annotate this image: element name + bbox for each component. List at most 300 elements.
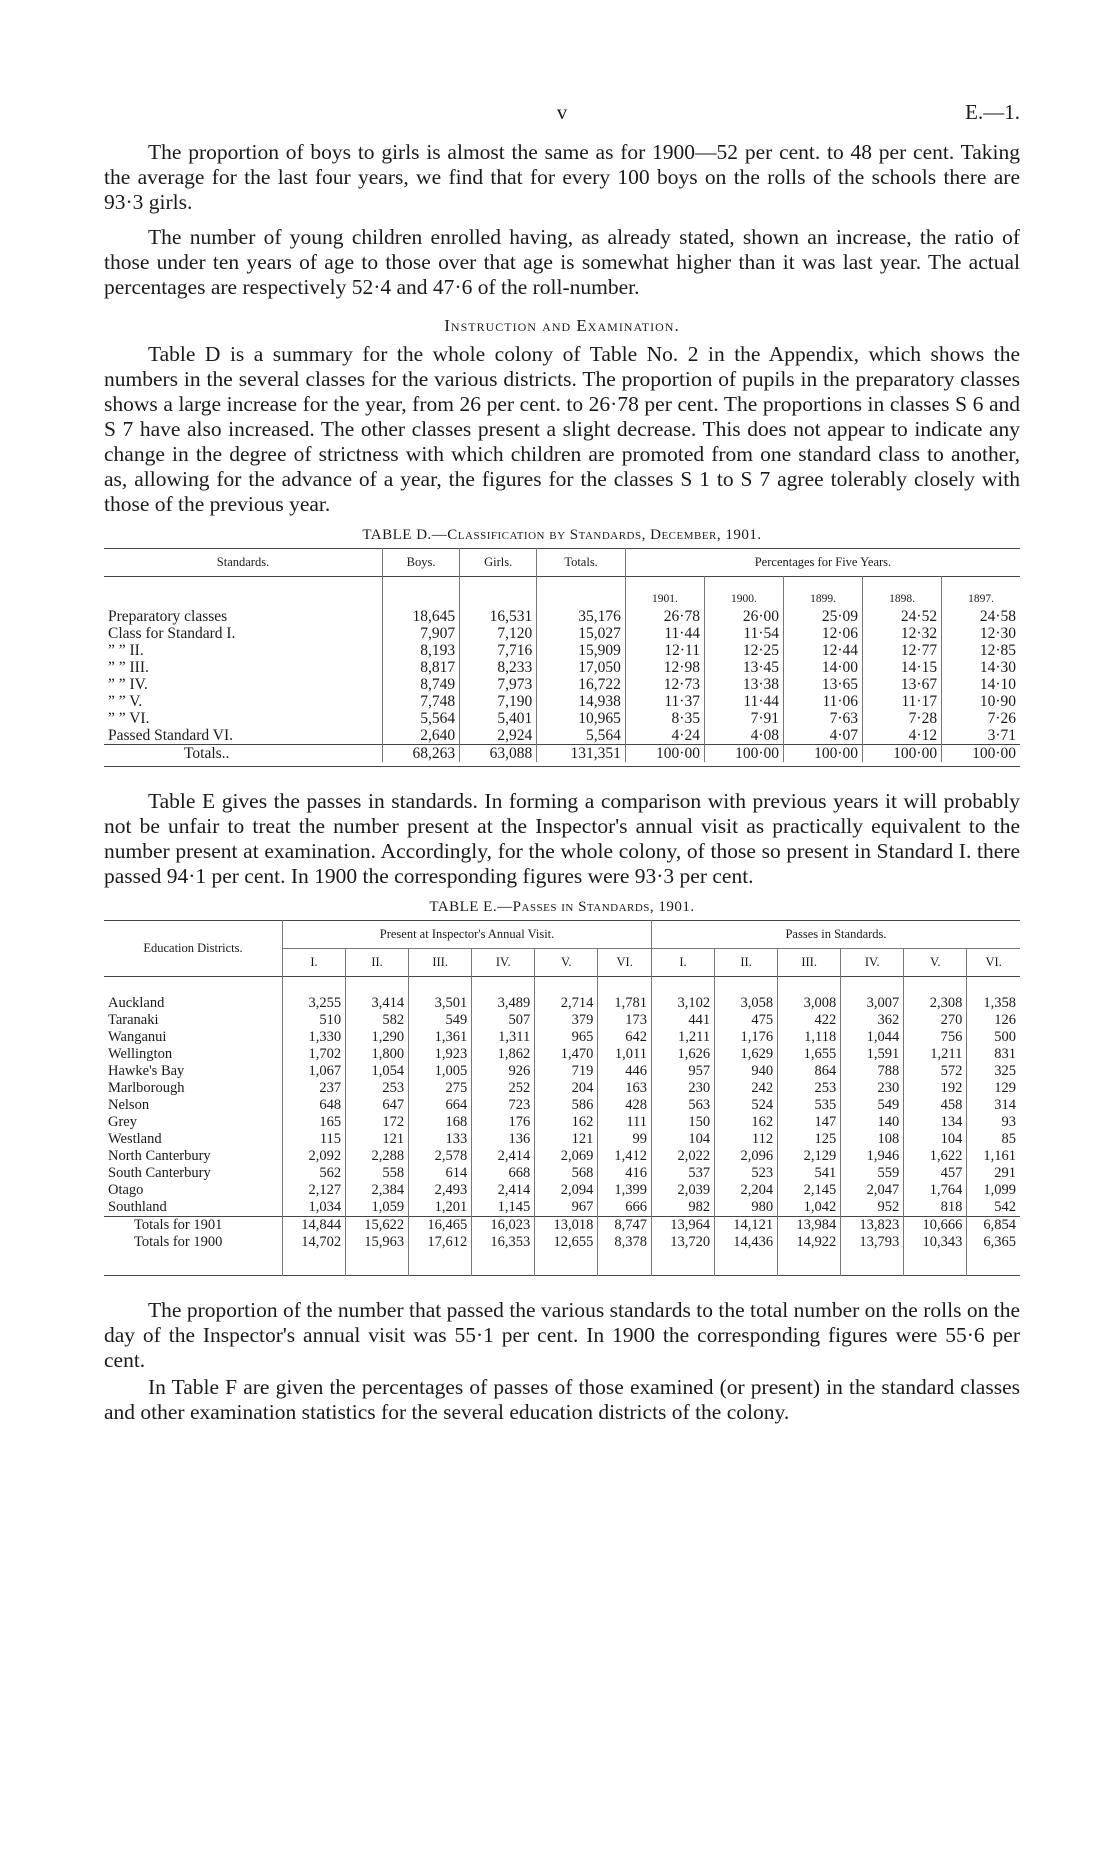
row-label: ” ” II. — [108, 642, 144, 659]
passes-value: 253 — [778, 1080, 841, 1097]
totals-label: Totals for 1900 — [134, 1234, 223, 1250]
table-row — [104, 1063, 1020, 1080]
header-girls: Girls. — [460, 549, 537, 577]
present-value: 176 — [472, 1114, 535, 1131]
total-value: 10,965 — [537, 710, 626, 727]
present-value: 2,092 — [283, 1148, 346, 1165]
girls-value: 8,233 — [460, 659, 537, 676]
present-value: 647 — [346, 1097, 409, 1114]
present-value: 648 — [283, 1097, 346, 1114]
percentage-value: 12·30 — [942, 625, 1020, 642]
table-d-title: TABLE D.—Classification by Standards, December, 1901. — [362, 527, 762, 543]
passes-value: 2,204 — [715, 1182, 778, 1199]
present-value: 664 — [409, 1097, 472, 1114]
present-value: 3,414 — [346, 995, 409, 1012]
year-header: 1901. — [625, 577, 704, 609]
percentage-value: 13·45 — [704, 659, 783, 676]
passes-value: 230 — [841, 1080, 904, 1097]
percentage-total: 100·00 — [863, 745, 942, 763]
district-name: Southland — [108, 1199, 167, 1215]
present-total: 13,018 — [535, 1217, 598, 1235]
passes-value: 93 — [967, 1114, 1020, 1131]
girls-value: 7,716 — [460, 642, 537, 659]
present-value: 1,361 — [409, 1029, 472, 1046]
passes-value: 458 — [904, 1097, 967, 1114]
passes-total: 14,436 — [715, 1234, 778, 1251]
percentage-value: 26·00 — [704, 608, 783, 625]
passes-value: 1,655 — [778, 1046, 841, 1063]
passes-value: 572 — [904, 1063, 967, 1080]
present-value: 549 — [409, 1012, 472, 1029]
percentage-total: 100·00 — [704, 745, 783, 763]
standard-header-passes: III. — [778, 949, 841, 977]
girls-value: 5,401 — [460, 710, 537, 727]
passes-value: 1,626 — [652, 1046, 715, 1063]
totals-label: Totals.. — [104, 745, 383, 763]
passes-value: 2,308 — [904, 995, 967, 1012]
boys-value: 2,640 — [383, 727, 460, 745]
present-value: 1,412 — [598, 1148, 652, 1165]
passes-value: 982 — [652, 1199, 715, 1217]
present-value: 642 — [598, 1029, 652, 1046]
present-value: 2,384 — [346, 1182, 409, 1199]
header-totals: Totals. — [537, 549, 626, 577]
year-header: 1900. — [704, 577, 783, 609]
passes-value: 362 — [841, 1012, 904, 1029]
table-e-title: TABLE E.—Passes in Standards, 1901. — [429, 899, 695, 915]
standard-header-present: I. — [283, 949, 346, 977]
passes-value: 952 — [841, 1199, 904, 1217]
present-value: 204 — [535, 1080, 598, 1097]
present-value: 562 — [283, 1165, 346, 1182]
present-value: 416 — [598, 1165, 652, 1182]
row-label: ” ” VI. — [108, 710, 150, 727]
passes-value: 957 — [652, 1063, 715, 1080]
passes-value: 108 — [841, 1131, 904, 1148]
present-value: 582 — [346, 1012, 409, 1029]
district-name: Westland — [108, 1131, 162, 1147]
percentage-value: 7·91 — [704, 710, 783, 727]
passes-value: 270 — [904, 1012, 967, 1029]
table-row — [104, 1182, 1020, 1199]
percentage-value: 25·09 — [784, 608, 863, 625]
passes-value: 818 — [904, 1199, 967, 1217]
passes-value: 831 — [967, 1046, 1020, 1063]
present-value: 99 — [598, 1131, 652, 1148]
percentage-value: 13·65 — [784, 676, 863, 693]
passes-value: 1,629 — [715, 1046, 778, 1063]
passes-value: 2,047 — [841, 1182, 904, 1199]
standard-header-present: V. — [535, 949, 598, 977]
table-d — [104, 548, 1020, 767]
present-value: 446 — [598, 1063, 652, 1080]
percentage-total: 100·00 — [625, 745, 704, 763]
present-value: 168 — [409, 1114, 472, 1131]
percentage-value: 12·98 — [625, 659, 704, 676]
table-row — [104, 608, 1020, 625]
percentage-value: 11·06 — [784, 693, 863, 710]
percentage-value: 4·08 — [704, 727, 783, 745]
table-row — [104, 1199, 1020, 1217]
passes-value: 2,039 — [652, 1182, 715, 1199]
present-total: 8,747 — [598, 1217, 652, 1235]
paragraph-table-f: In Table F are given the percentages of passes of those examined (or present) in the standard classes and other examination statistics for the several education districts of the colony. — [104, 1375, 1020, 1424]
passes-value: 3,007 — [841, 995, 904, 1012]
standard-header-present: II. — [346, 949, 409, 977]
percentage-value: 11·17 — [863, 693, 942, 710]
paragraph-boys-girls: The proportion of boys to girls is almost the same as for 1900—52 per cent. to 48 per cent. Taking the average for the last four years, we find that for every 100 boys on the rolls of the schools there are 93·3 girls. — [104, 140, 1020, 214]
passes-value: 3,102 — [652, 995, 715, 1012]
total-value: 35,176 — [537, 608, 626, 625]
totals-row — [104, 1234, 1020, 1251]
passes-value: 140 — [841, 1114, 904, 1131]
present-value: 614 — [409, 1165, 472, 1182]
passes-value: 104 — [904, 1131, 967, 1148]
paragraph-young-children: The number of young children enrolled having, as already stated, shown an increase, the ratio of those under ten years of age to those over that age is somewhat higher than it was last year. The actual percentages are respectively 52·4 and 47·6 of the roll-number. — [104, 225, 1020, 299]
percentage-value: 13·38 — [704, 676, 783, 693]
present-value: 507 — [472, 1012, 535, 1029]
passes-value: 756 — [904, 1029, 967, 1046]
present-value: 1,005 — [409, 1063, 472, 1080]
passes-value: 112 — [715, 1131, 778, 1148]
passes-value: 162 — [715, 1114, 778, 1131]
present-value: 3,501 — [409, 995, 472, 1012]
present-value: 668 — [472, 1165, 535, 1182]
percentage-value: 12·11 — [625, 642, 704, 659]
percentage-value: 12·32 — [863, 625, 942, 642]
present-value: 2,069 — [535, 1148, 598, 1165]
percentage-value: 14·00 — [784, 659, 863, 676]
percentage-value: 4·24 — [625, 727, 704, 745]
row-label: Passed Standard VI. — [108, 727, 233, 744]
passes-value: 1,044 — [841, 1029, 904, 1046]
present-value: 1,781 — [598, 995, 652, 1012]
table-row — [104, 1114, 1020, 1131]
district-name: Nelson — [108, 1097, 150, 1113]
passes-value: 559 — [841, 1165, 904, 1182]
passes-value: 242 — [715, 1080, 778, 1097]
district-name: Wanganui — [108, 1029, 167, 1045]
girls-value: 7,973 — [460, 676, 537, 693]
table-row — [104, 995, 1020, 1012]
percentage-value: 26·78 — [625, 608, 704, 625]
present-value: 1,330 — [283, 1029, 346, 1046]
girls-total: 63,088 — [460, 745, 537, 763]
percentage-value: 12·85 — [942, 642, 1020, 659]
percentage-value: 7·63 — [784, 710, 863, 727]
present-value: 1,201 — [409, 1199, 472, 1217]
passes-value: 1,211 — [904, 1046, 967, 1063]
table-row — [104, 710, 1020, 727]
table-d-body — [104, 577, 1020, 767]
present-total: 12,655 — [535, 1234, 598, 1251]
percentage-value: 14·10 — [942, 676, 1020, 693]
present-value: 586 — [535, 1097, 598, 1114]
table-row — [104, 1080, 1020, 1097]
passes-value: 126 — [967, 1012, 1020, 1029]
present-value: 1,470 — [535, 1046, 598, 1063]
passes-value: 85 — [967, 1131, 1020, 1148]
passes-value: 2,022 — [652, 1148, 715, 1165]
passes-value: 129 — [967, 1080, 1020, 1097]
present-value: 1,923 — [409, 1046, 472, 1063]
district-name: Taranaki — [108, 1012, 159, 1028]
standard-header-passes: VI. — [967, 949, 1020, 977]
passes-value: 523 — [715, 1165, 778, 1182]
present-value: 2,288 — [346, 1148, 409, 1165]
passes-value: 524 — [715, 1097, 778, 1114]
present-value: 967 — [535, 1199, 598, 1217]
table-e — [104, 920, 1020, 1276]
passes-total: 6,854 — [967, 1217, 1020, 1235]
present-value: 121 — [535, 1131, 598, 1148]
present-value: 1,702 — [283, 1046, 346, 1063]
percentage-value: 12·25 — [704, 642, 783, 659]
year-header: 1899. — [784, 577, 863, 609]
passes-value: 1,118 — [778, 1029, 841, 1046]
present-value: 1,034 — [283, 1199, 346, 1217]
percentage-value: 4·07 — [784, 727, 863, 745]
present-value: 965 — [535, 1029, 598, 1046]
percentage-total: 100·00 — [942, 745, 1020, 763]
present-value: 3,255 — [283, 995, 346, 1012]
district-name: South Canterbury — [108, 1165, 211, 1181]
present-value: 1,054 — [346, 1063, 409, 1080]
passes-value: 475 — [715, 1012, 778, 1029]
total-value: 14,938 — [537, 693, 626, 710]
passes-value: 563 — [652, 1097, 715, 1114]
table-row — [104, 1165, 1020, 1182]
present-value: 172 — [346, 1114, 409, 1131]
percentage-value: 11·44 — [625, 625, 704, 642]
passes-value: 230 — [652, 1080, 715, 1097]
present-value: 1,011 — [598, 1046, 652, 1063]
present-value: 2,094 — [535, 1182, 598, 1199]
girls-value: 7,120 — [460, 625, 537, 642]
percentage-value: 12·44 — [784, 642, 863, 659]
percentage-value: 10·90 — [942, 693, 1020, 710]
present-value: 1,862 — [472, 1046, 535, 1063]
passes-value: 150 — [652, 1114, 715, 1131]
totals-row — [104, 745, 1020, 763]
table-row — [104, 727, 1020, 745]
table-row — [104, 676, 1020, 693]
year-header: 1897. — [942, 577, 1020, 609]
passes-value: 2,145 — [778, 1182, 841, 1199]
district-name: Auckland — [108, 995, 165, 1011]
total-value: 5,564 — [537, 727, 626, 745]
district-name: North Canterbury — [108, 1148, 211, 1164]
standard-header-present: III. — [409, 949, 472, 977]
percentage-value: 3·71 — [942, 727, 1020, 745]
present-total: 14,702 — [283, 1234, 346, 1251]
boys-value: 8,817 — [383, 659, 460, 676]
document-reference: E.—1. — [965, 100, 1020, 124]
passes-value: 3,008 — [778, 995, 841, 1012]
district-name: Otago — [108, 1182, 144, 1198]
passes-value: 1,622 — [904, 1148, 967, 1165]
boys-value: 8,193 — [383, 642, 460, 659]
table-row — [104, 1148, 1020, 1165]
passes-value: 788 — [841, 1063, 904, 1080]
row-label: Class for Standard I. — [108, 625, 236, 642]
percentage-value: 24·52 — [863, 608, 942, 625]
percentage-value: 7·28 — [863, 710, 942, 727]
document-page — [104, 0, 1020, 1435]
present-total: 16,023 — [472, 1217, 535, 1235]
passes-value: 3,058 — [715, 995, 778, 1012]
percentage-value: 12·06 — [784, 625, 863, 642]
present-value: 275 — [409, 1080, 472, 1097]
present-value: 379 — [535, 1012, 598, 1029]
boys-value: 7,748 — [383, 693, 460, 710]
passes-value: 457 — [904, 1165, 967, 1182]
passes-total: 13,793 — [841, 1234, 904, 1251]
present-value: 558 — [346, 1165, 409, 1182]
present-value: 1,059 — [346, 1199, 409, 1217]
boys-value: 8,749 — [383, 676, 460, 693]
total-value: 15,909 — [537, 642, 626, 659]
boys-value: 7,907 — [383, 625, 460, 642]
standard-header-present: IV. — [472, 949, 535, 977]
passes-value: 1,946 — [841, 1148, 904, 1165]
present-value: 136 — [472, 1131, 535, 1148]
percentage-value: 11·44 — [704, 693, 783, 710]
passes-value: 314 — [967, 1097, 1020, 1114]
table-row — [104, 1097, 1020, 1114]
passes-value: 1,358 — [967, 995, 1020, 1012]
boys-total: 68,263 — [383, 745, 460, 763]
present-total: 8,378 — [598, 1234, 652, 1251]
percentage-value: 4·12 — [863, 727, 942, 745]
table-row — [104, 1012, 1020, 1029]
standard-header-passes: II. — [715, 949, 778, 977]
header-boys: Boys. — [383, 549, 460, 577]
present-value: 163 — [598, 1080, 652, 1097]
table-row — [104, 1046, 1020, 1063]
district-name: Grey — [108, 1114, 137, 1130]
row-label: ” ” V. — [108, 693, 143, 710]
running-head — [104, 100, 1020, 140]
passes-value: 1,042 — [778, 1199, 841, 1217]
table-row — [104, 625, 1020, 642]
standard-header-passes: I. — [652, 949, 715, 977]
passes-value: 537 — [652, 1165, 715, 1182]
present-value: 2,414 — [472, 1182, 535, 1199]
passes-value: 1,591 — [841, 1046, 904, 1063]
standard-header-present: VI. — [598, 949, 652, 977]
header-present: Present at Inspector's Annual Visit. — [283, 921, 652, 949]
present-value: 666 — [598, 1199, 652, 1217]
passes-value: 940 — [715, 1063, 778, 1080]
passes-value: 1,211 — [652, 1029, 715, 1046]
passes-value: 542 — [967, 1199, 1020, 1217]
present-value: 3,489 — [472, 995, 535, 1012]
passes-value: 1,176 — [715, 1029, 778, 1046]
passes-value: 2,096 — [715, 1148, 778, 1165]
present-value: 568 — [535, 1165, 598, 1182]
girls-value: 2,924 — [460, 727, 537, 745]
passes-total: 10,666 — [904, 1217, 967, 1235]
present-value: 2,127 — [283, 1182, 346, 1199]
grand-total: 131,351 — [537, 745, 626, 763]
passes-value: 125 — [778, 1131, 841, 1148]
total-value: 15,027 — [537, 625, 626, 642]
present-total: 14,844 — [283, 1217, 346, 1235]
table-row — [104, 1131, 1020, 1148]
passes-value: 1,161 — [967, 1148, 1020, 1165]
present-value: 2,578 — [409, 1148, 472, 1165]
passes-value: 134 — [904, 1114, 967, 1131]
page-folio: v — [556, 100, 568, 124]
present-value: 121 — [346, 1131, 409, 1148]
header-percentages: Percentages for Five Years. — [625, 549, 1020, 577]
district-name: Hawke's Bay — [108, 1063, 185, 1079]
present-value: 1,399 — [598, 1182, 652, 1199]
girls-value: 7,190 — [460, 693, 537, 710]
district-name: Wellington — [108, 1046, 173, 1062]
present-value: 2,493 — [409, 1182, 472, 1199]
present-total: 15,622 — [346, 1217, 409, 1235]
header-districts: Education Districts. — [143, 941, 243, 955]
present-total: 15,963 — [346, 1234, 409, 1251]
passes-value: 422 — [778, 1012, 841, 1029]
percentage-value: 7·26 — [942, 710, 1020, 727]
present-value: 133 — [409, 1131, 472, 1148]
present-value: 1,290 — [346, 1029, 409, 1046]
percentage-value: 13·67 — [863, 676, 942, 693]
present-value: 173 — [598, 1012, 652, 1029]
present-value: 2,714 — [535, 995, 598, 1012]
percentage-value: 12·77 — [863, 642, 942, 659]
passes-value: 1,099 — [967, 1182, 1020, 1199]
row-label: Preparatory classes — [108, 608, 228, 625]
table-row — [104, 693, 1020, 710]
passes-value: 500 — [967, 1029, 1020, 1046]
percentage-value: 12·73 — [625, 676, 704, 693]
boys-value: 5,564 — [383, 710, 460, 727]
present-value: 1,145 — [472, 1199, 535, 1217]
header-passes: Passes in Standards. — [652, 921, 1020, 949]
totals-row — [104, 1217, 1020, 1235]
percentage-value: 8·35 — [625, 710, 704, 727]
girls-value: 16,531 — [460, 608, 537, 625]
present-value: 1,800 — [346, 1046, 409, 1063]
percentage-total: 100·00 — [784, 745, 863, 763]
table-e-body — [104, 977, 1020, 1276]
passes-value: 541 — [778, 1165, 841, 1182]
paragraph-table-e-intro: Table E gives the passes in standards. In forming a comparison with previous years it will probably not be unfair to treat the number present at the Inspector's annual visit as practically equivalent to the number present at examination. Accordingly, for the whole colony, of those so present in Standard I. there passed 94·1 per cent. In 1900 the corresponding figures were 93·3 per cent. — [104, 789, 1020, 888]
present-value: 1,311 — [472, 1029, 535, 1046]
percentage-value: 24·58 — [942, 608, 1020, 625]
standard-header-passes: IV. — [841, 949, 904, 977]
passes-total: 13,823 — [841, 1217, 904, 1235]
passes-total: 13,964 — [652, 1217, 715, 1235]
passes-total: 13,984 — [778, 1217, 841, 1235]
passes-value: 535 — [778, 1097, 841, 1114]
present-value: 162 — [535, 1114, 598, 1131]
passes-total: 6,365 — [967, 1234, 1020, 1251]
passes-value: 441 — [652, 1012, 715, 1029]
percentage-value: 11·54 — [704, 625, 783, 642]
district-name: Marlborough — [108, 1080, 185, 1096]
present-value: 2,414 — [472, 1148, 535, 1165]
present-value: 115 — [283, 1131, 346, 1148]
present-value: 111 — [598, 1114, 652, 1131]
passes-value: 192 — [904, 1080, 967, 1097]
totals-label: Totals for 1901 — [104, 1217, 283, 1235]
present-value: 926 — [472, 1063, 535, 1080]
